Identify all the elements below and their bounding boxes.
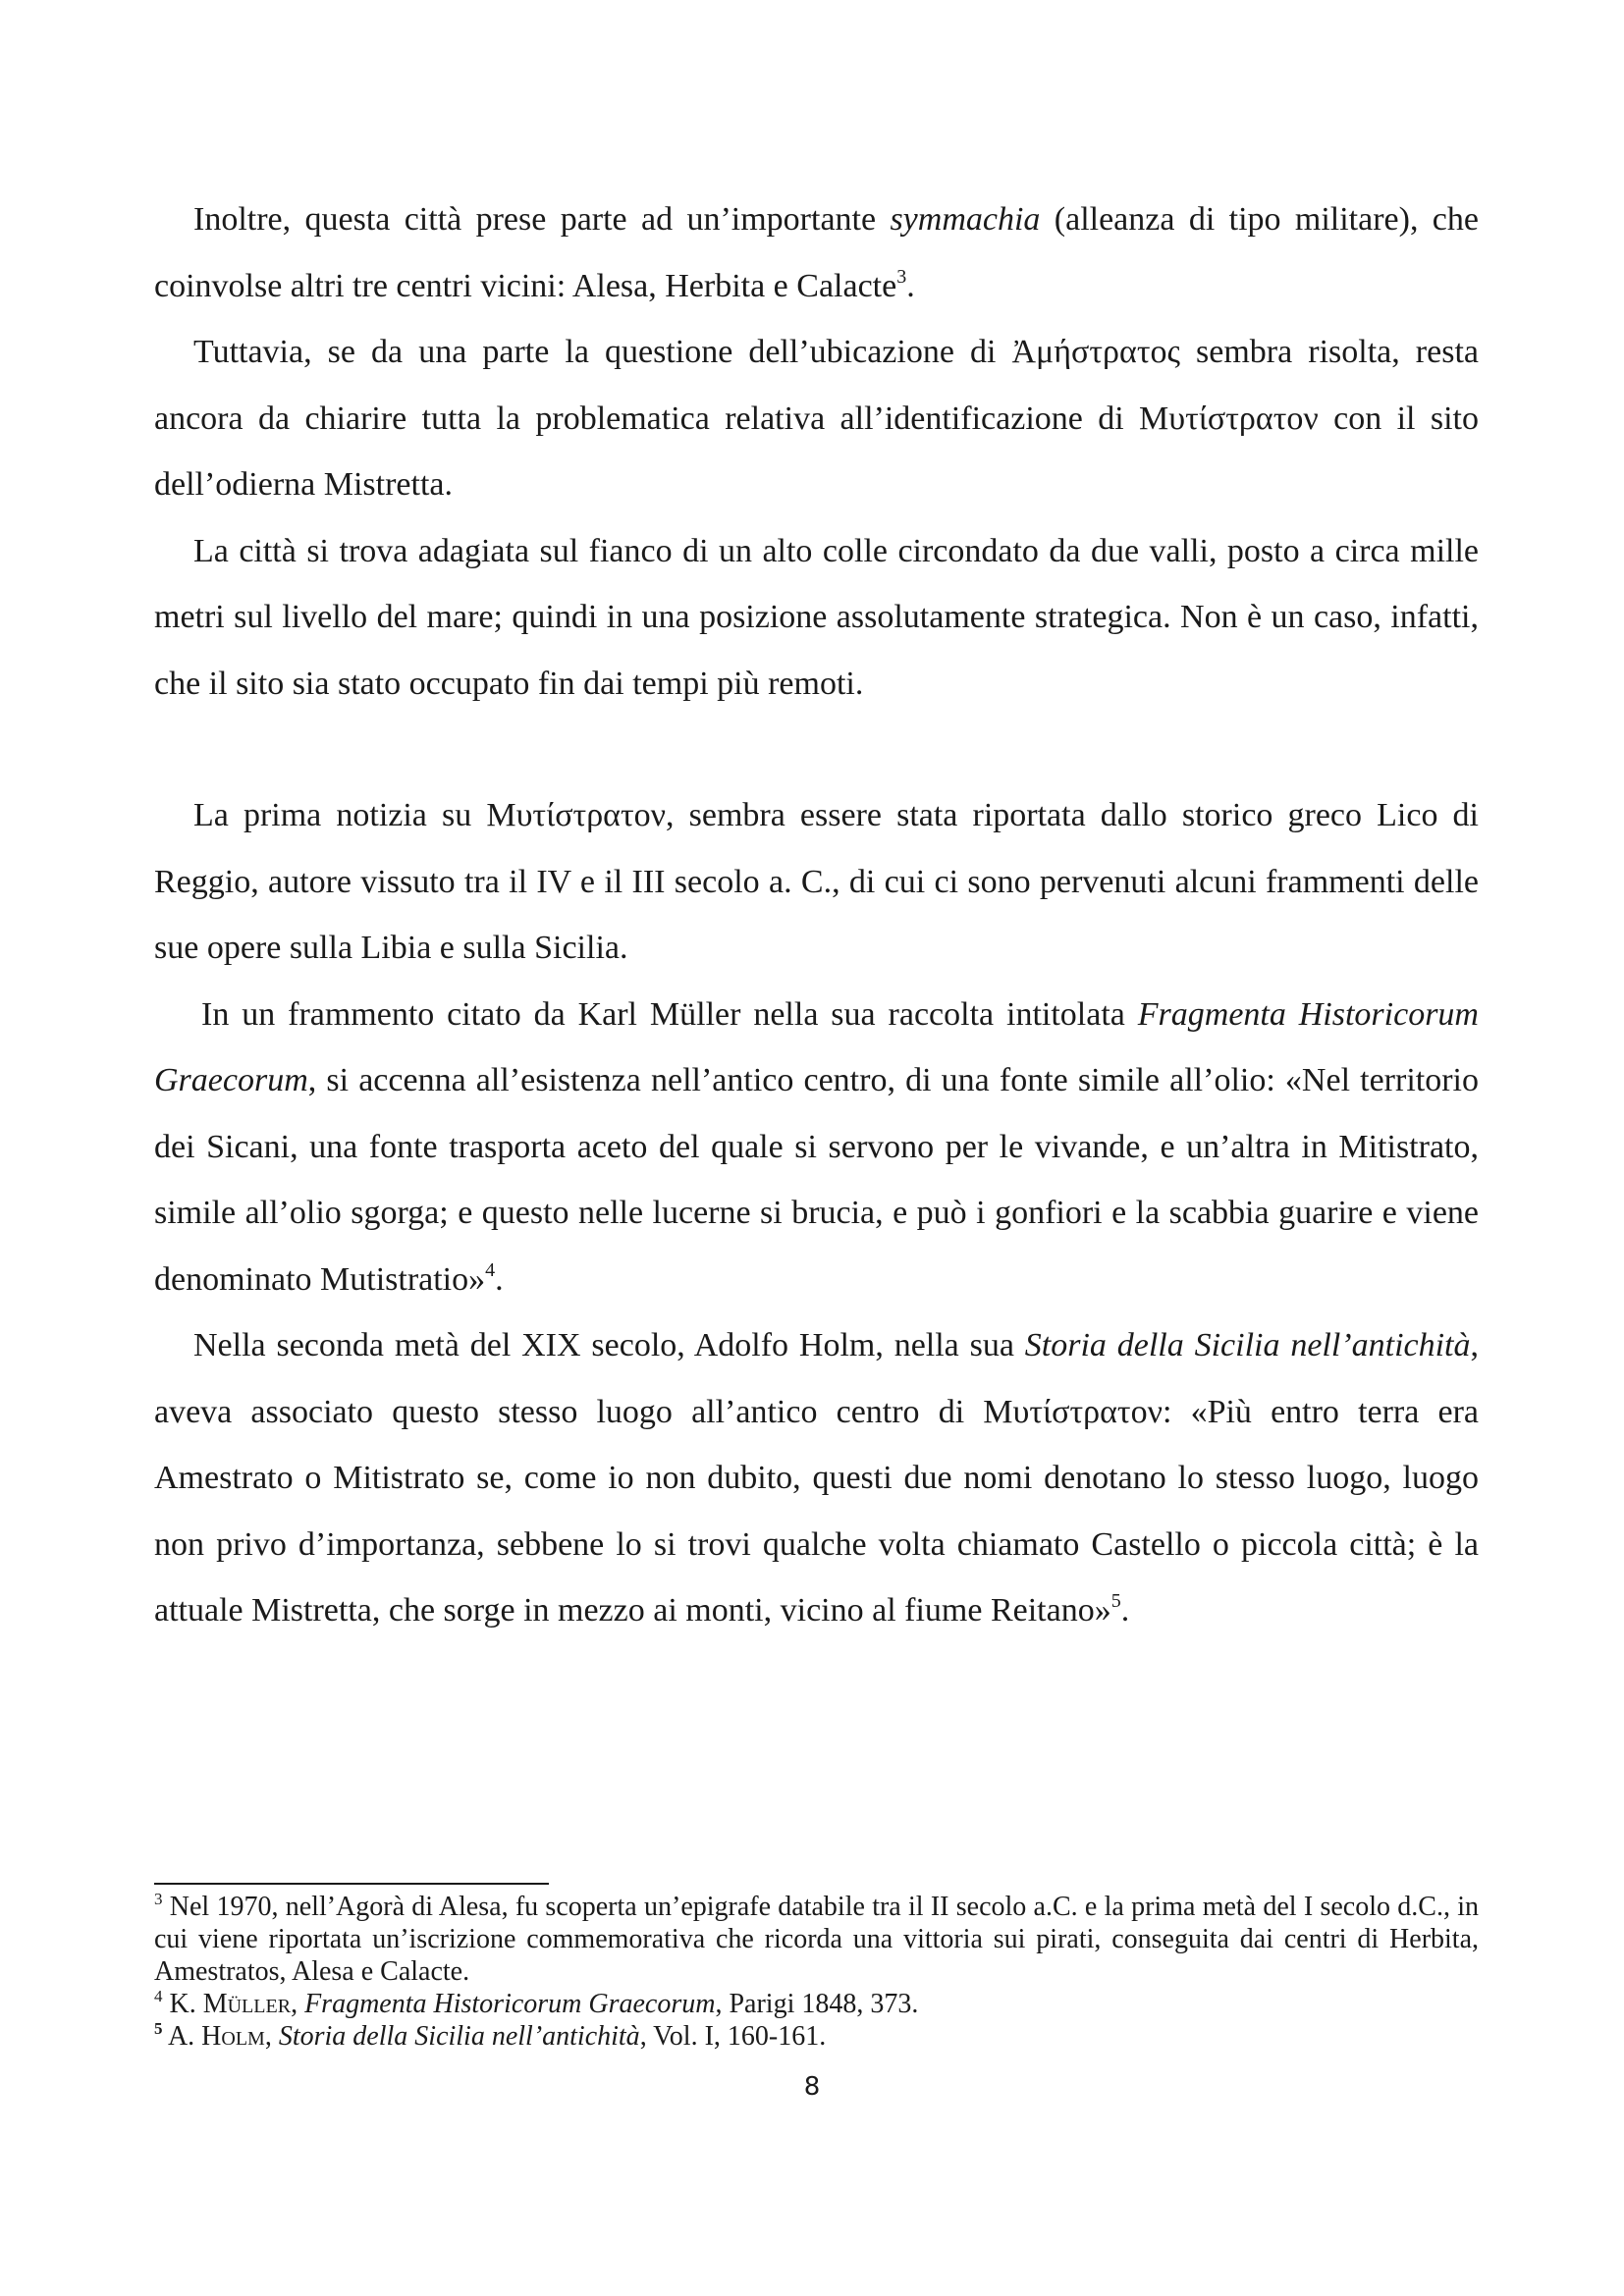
paragraph-ubicazione: Tuttavia, se da una parte la questione dell’ubicazione di Ἀμήστρατος sembra risolta, resta ancora da chiarire tutta la problematica relativa all’identificazione di Μυτίστρατον con il sito dell’odierna Mistretta. (154, 334, 1479, 503)
footnote-separator (154, 1883, 549, 1885)
footnote-5: $^5$ A. Holm, Storia della Sicilia nell’antichità, Vol. I, 160-161. (154, 2019, 827, 2052)
footnote-ref-4[interactable]: 4 (485, 1258, 496, 1281)
footnote-4: $^4$ K. Müller, Fragmenta Historicorum Graecorum, Parigi 1848, 373. (154, 1987, 919, 2019)
page-number: 8 (803, 2072, 821, 2102)
footnote-ref-3[interactable]: 3 (896, 265, 907, 288)
footnote-3: $^3$ Nel 1970, nell’Agorà di Alesa, fu scoperta un’epigrafe databile tra il II secolo a.C. e la prima metà del I secolo d.C., in cui viene riportata un’iscrizione commemorativa che ricorda una vittoria sui pirati, conseguita dai centri di Herbita, Amestratos, Alesa e Calacte. (154, 1890, 1479, 1987)
footnote-ref-5[interactable]: 5 (1110, 1590, 1121, 1612)
paragraph-symmachia: Inoltre, questa città prese parte ad un’importante symmachia (alleanza di tipo militare), che coinvolse altri tre centri vicini: Alesa, Herbita e Calacte$^3$. (154, 201, 1479, 304)
main-text (154, 187, 1479, 1644)
paragraph-muller: In un frammento citato da Karl Müller nella sua raccolta intitolata Fragmenta Historicorum Graecorum, si accenna all’esistenza nell’antico centro, di una fonte simile all’olio: «Nel territorio dei Sicani, una fonte trasporta aceto del quale si servono per le vivande, e un’altra in Mitistrato, simile all’olio sgorga; e questo nelle lucerne si brucia, e può i gonfiori e la scabbia guarire e viene denominato Mutistratio»$^4$. (154, 995, 1479, 1298)
footnotes (154, 1891, 1479, 2053)
paragraph-lico-di-reggio: La prima notizia su Μυτίστρατον, sembra essere stata riportata dallo storico greco Lico di Reggio, autore vissuto tra il IV e il III secolo a. C., di cui ci sono pervenuti alcuni frammenti delle sue opere sulla Libia e sulla Sicilia. (154, 797, 1479, 966)
paragraph-holm: Nella seconda metà del XIX secolo, Adolfo Holm, nella sua Storia della Sicilia nell’antichità, aveva associato questo stesso luogo all’antico centro di Μυτίστρατον: «Più entro terra era Amestrato o Mitistrato se, come io non dubito, questi due nomi denotano lo stesso luogo, luogo non privo d’importanza, sebbene lo si trovi qualche volta chiamato Castello o piccola città; è la attuale Mistretta, che sorge in mezzo ai monti, vicino al fiume Reitano»$^5$. (154, 1327, 1480, 1629)
paragraph-posizione: La città si trova adagiata sul fianco di un alto colle circondato da due valli, posto a circa mille metri sul livello del mare; quindi in una posizione assolutamente strategica. Non è un caso, infatti, che il sito sia stato occupato fin dai tempi più remoti. (154, 532, 1479, 702)
